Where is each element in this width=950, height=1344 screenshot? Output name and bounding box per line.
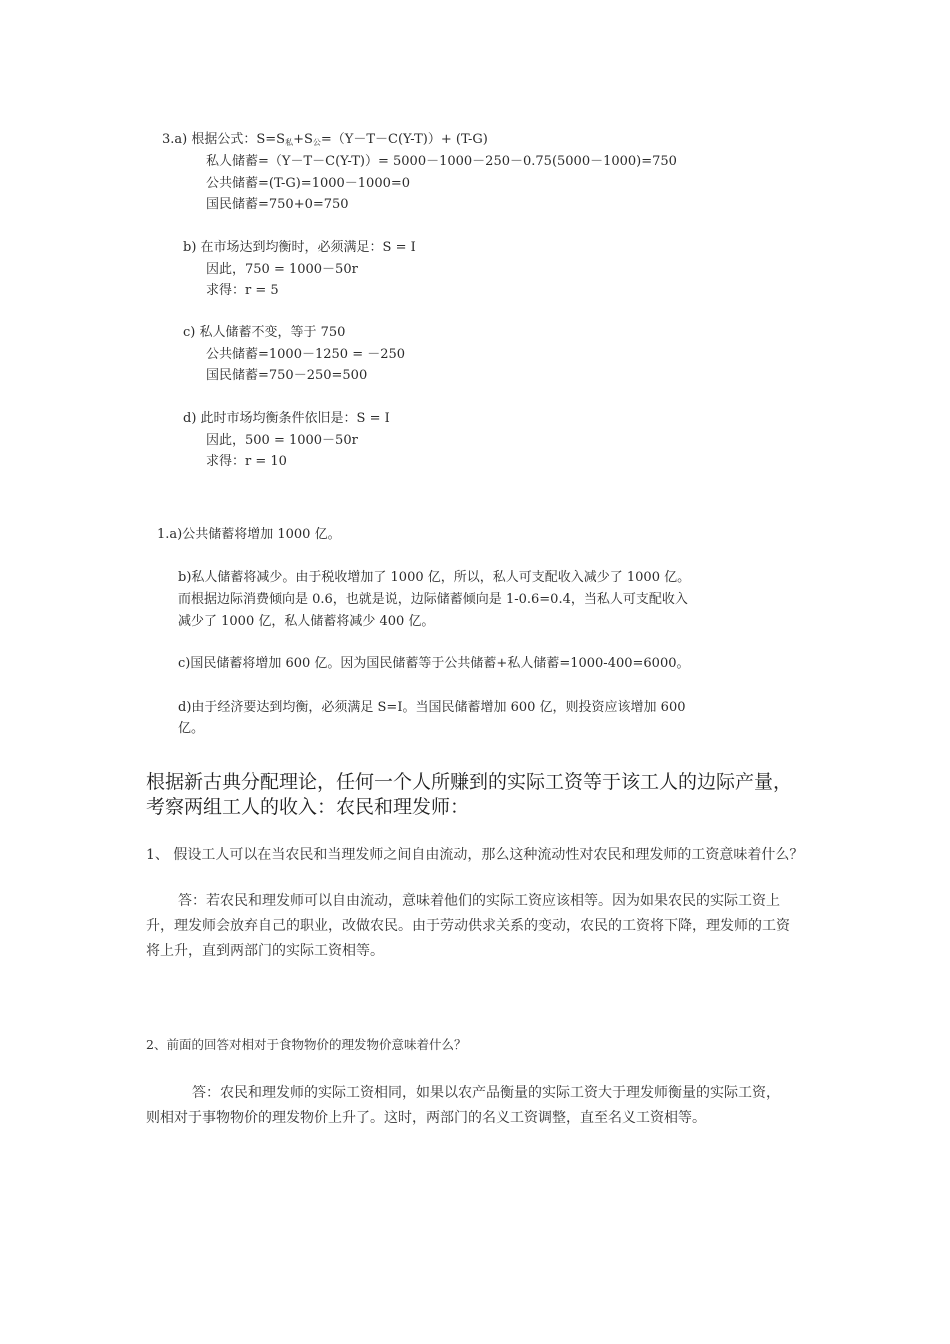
- section1-b-line2: 而根据边际消费倾向是 0.6，也就是说，边际储蓄倾向是 1-0.6=0.4，当私人可支配收入: [178, 592, 688, 607]
- section3-a-line1-mid: +S: [293, 132, 313, 147]
- section3-d-line1: d) 此时市场均衡条件依旧是：S = I: [183, 411, 390, 426]
- q2-question: 2、前面的回答对相对于食物物价的理发物价意味着什么？: [146, 1037, 467, 1052]
- section3-a-line2: 私人储蓄=（Y－T－C(Y-T)）= 5000－1000－250－0.75(5000－1000)=750: [206, 154, 677, 169]
- section3-d-line2: 因此，500 = 1000－50r: [206, 433, 358, 448]
- q2-answer-line1: 答：农民和理发师的实际工资相同，如果以农产品衡量的实际工资大于理发师衡量的实际工资，: [192, 1085, 780, 1101]
- section3-a-line1: [162, 132, 488, 151]
- q1-question: 1、 假设工人可以在当农民和当理发师之间自由流动，那么这种流动性对农民和理发师的工资意味着什么？: [146, 847, 804, 863]
- section3-c-line2: 公共储蓄=1000－1250 = －250: [206, 347, 406, 362]
- q2-answer-line2: 则相对于事物物价的理发物价上升了。这时，两部门的名义工资调整，直至名义工资相等。: [146, 1110, 706, 1126]
- section3-a-line1-sub1: 私: [285, 138, 294, 147]
- section1-d-line1: d)由于经济要达到均衡，必须满足 S=I。当国民储蓄增加 600 亿，则投资应该增加 600: [178, 700, 686, 715]
- section1-b-line3: 减少了 1000 亿，私人储蓄将减少 400 亿。: [178, 614, 435, 629]
- section3-a-line4: 国民储蓄=750+0=750: [206, 197, 349, 212]
- q1-answer-line3: 将上升，直到两部门的实际工资相等。: [146, 943, 384, 959]
- q1-answer-line1: 答：若农民和理发师可以自由流动，意味着他们的实际工资应该相等。因为如果农民的实际工资上: [178, 893, 780, 909]
- intro-line1: 根据新古典分配理论，任何一个人所赚到的实际工资等于该工人的边际产量，: [146, 771, 793, 793]
- section1-c: c)国民储蓄将增加 600 亿。因为国民储蓄等于公共储蓄+私人储蓄=1000-400=6000。: [178, 656, 690, 671]
- section3-c-line1: c) 私人储蓄不变，等于 750: [183, 325, 346, 340]
- section3-a-line1-pre: 3.a) 根据公式：S=S: [162, 132, 286, 147]
- section3-c-line3: 国民储蓄=750－250=500: [206, 368, 368, 383]
- section3-a-line3: 公共储蓄=(T-G)=1000－1000=0: [206, 176, 411, 191]
- section3-b-line2: 因此，750 = 1000－50r: [206, 262, 358, 277]
- section3-a-line1-post: =（Y－T－C(Y-T)）+ (T-G): [320, 132, 488, 147]
- section1-b-line1: b)私人储蓄将减少。由于税收增加了 1000 亿，所以，私人可支配收入减少了 1000 亿。: [178, 570, 691, 585]
- section1-d-line2: 亿。: [178, 721, 205, 736]
- q1-answer-line2: 升，理发师会放弃自己的职业，改做农民。由于劳动供求关系的变动，农民的工资将下降，理发师的工资: [146, 918, 790, 934]
- section1-a: 1.a)公共储蓄将增加 1000 亿。: [157, 527, 341, 542]
- section3-b-line3: 求得：r = 5: [206, 283, 279, 298]
- section3-a-line1-sub2: 公: [312, 138, 321, 147]
- intro-line2: 考察两组工人的收入：农民和理发师：: [146, 796, 470, 818]
- section3-b-line1: b) 在市场达到均衡时，必须满足：S = I: [183, 240, 416, 255]
- section3-d-line3: 求得：r = 10: [206, 454, 287, 469]
